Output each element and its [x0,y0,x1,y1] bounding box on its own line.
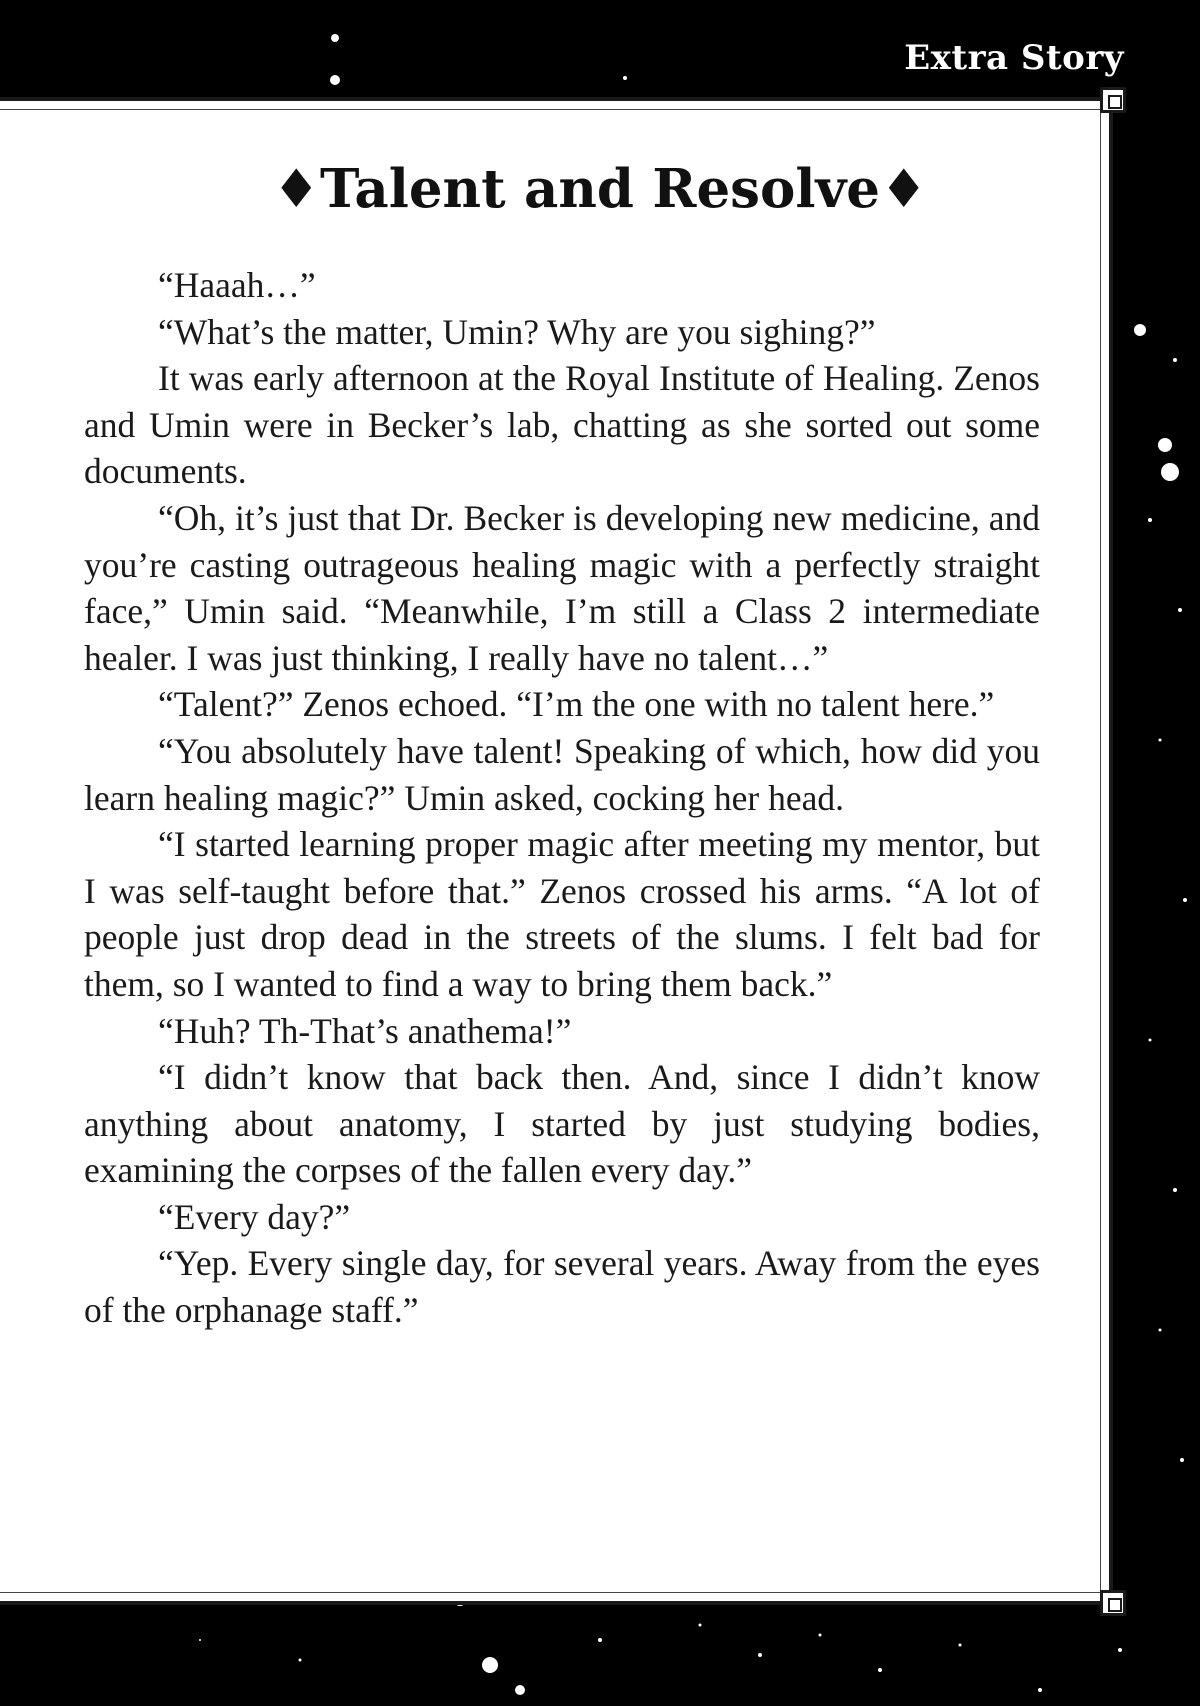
paragraph: “I didn’t know that back then. And, since I didn’t know anything about anatomy, I started by just studying bodies, examining the corpses of the fallen every day.” [84,1057,1040,1191]
paragraph: “I started learning proper magic after meeting my mentor, but I was self-taught before that.” Zenos crossed his arms. “A lot of people just drop dead in the streets of the slums. I felt bad for them, so I wanted to find a way to bring them back.” [84,824,1040,1004]
chapter-title: ♦Talent and Resolve♦ [272,158,928,220]
paragraph: “You absolutely have talent! Speaking of which, how did you learn healing magic?” Umin asked, cocking her head. [84,730,1040,818]
paragraph: “Every day?” [158,1196,351,1237]
frame-ornament-bottom [1100,1590,1126,1616]
paragraph: It was early afternoon at the Royal Institute of Healing. Zenos and Umin were in Becker’s lab, chatting as she sorted out some documents. [84,358,1040,492]
paragraph: “Oh, it’s just that Dr. Becker is developing new medicine, and you’re casting outrageous healing magic with a perfectly straight face,” Umin said. “Meanwhile, I’m still a Class 2 intermediate healer. I was just thinking, I really have no talent…” [84,497,1040,678]
paragraph: “Huh? Th-That’s anathema!” [158,1010,572,1051]
paragraph: “What’s the matter, Umin? Why are you sighing?” [158,311,876,352]
frame-ornament-top [1100,87,1126,113]
section-label: Extra Story [904,38,1124,78]
paragraph: “Haaah…” [158,265,316,305]
story-text [84,262,1040,1334]
paragraph: “Talent?” Zenos echoed. “I’m the one with no talent here.” [158,684,995,725]
paragraph: “Yep. Every single day, for several years. Away from the eyes of the orphanage staff.” [84,1243,1040,1331]
